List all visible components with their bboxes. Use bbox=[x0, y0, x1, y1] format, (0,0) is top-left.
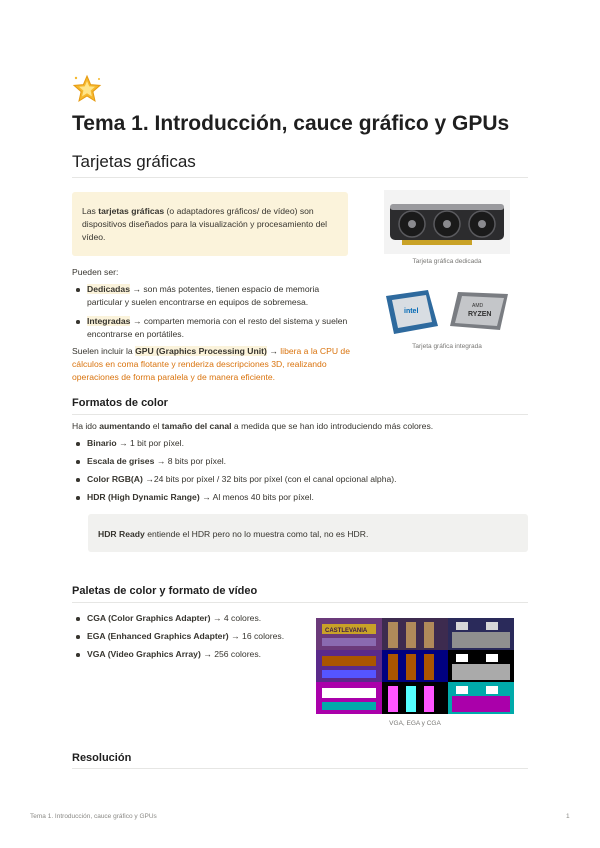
heading-divider bbox=[72, 414, 528, 415]
intel-logo-text: intel bbox=[404, 308, 419, 315]
list-item: Binario → 1 bit por píxel. bbox=[72, 437, 528, 450]
section-heading: Tarjetas gráficas bbox=[72, 152, 196, 171]
palette-comparison-image bbox=[316, 618, 514, 714]
color-formats-heading: Formatos de color bbox=[72, 397, 168, 409]
gpu-types-list bbox=[72, 283, 348, 341]
list-item: VGA (Video Graphics Array) → 256 colores. bbox=[72, 648, 312, 661]
dedicated-gpu-image bbox=[384, 190, 510, 254]
list-item: CGA (Color Graphics Adapter) → 4 colores. bbox=[72, 612, 312, 625]
integrated-gpu-caption: Tarjeta gráfica integrada bbox=[412, 343, 482, 350]
footer-title: Tema 1. Introducción, cauce gráfico y GPUs bbox=[30, 813, 157, 820]
game-screens-icon bbox=[316, 618, 514, 714]
ryzen-logo-text: RYZEN bbox=[468, 311, 492, 318]
cpu-chips-icon bbox=[376, 286, 518, 338]
list-item: HDR (High Dynamic Range) → Al menos 40 bits por píxel. bbox=[72, 491, 528, 504]
heading-divider bbox=[72, 177, 528, 178]
amd-logo-text: AMD bbox=[472, 303, 484, 309]
list-item: Integradas → comparten memoria con el resto del sistema y suelen encontrarse en portátiles. bbox=[72, 315, 348, 341]
heading-divider bbox=[72, 768, 528, 769]
palettes-caption: VGA, EGA y CGA bbox=[389, 720, 441, 727]
list-item: Color RGB(A) →24 bits por píxel / 32 bits por píxel (con el canal opcional alpha). bbox=[72, 473, 528, 486]
palettes-list bbox=[72, 612, 312, 661]
heading-divider bbox=[72, 602, 528, 603]
gpu-paragraph: Suelen incluir la GPU (Graphics Processing Unit) → libera a la CPU de cálculos en coma flotante y renderiza descripciones 3D, realizando operaciones de forma paralela y de manera eficiente. bbox=[72, 346, 350, 382]
dedicated-gpu-caption: Tarjeta gráfica dedicada bbox=[412, 258, 482, 265]
color-formats-list bbox=[72, 437, 528, 504]
resolution-heading: Resolución bbox=[72, 752, 132, 764]
color-formats-intro: Ha ido aumentando el tamaño del canal a medida que se han ido introduciendo más colores. bbox=[72, 421, 434, 431]
intro-callout: Las tarjetas gráficas (o adaptadores gráficos/ de vídeo) son dispositivos diseñados para la visualización y procesamiento del vídeo. bbox=[72, 192, 348, 256]
graphics-card-icon bbox=[384, 190, 510, 254]
integrated-gpu-image bbox=[376, 286, 518, 338]
palettes-heading: Paletas de color y formato de vídeo bbox=[72, 585, 258, 597]
page-number: 1 bbox=[566, 813, 570, 820]
game-logo-text: CASTLEVANIA bbox=[325, 628, 368, 634]
hdr-note-callout: HDR Ready entiende el HDR pero no lo muestra como tal, no es HDR. bbox=[88, 514, 528, 552]
list-item: Dedicadas → son más potentes, tienen espacio de memoria particular y suelen encontrarse en equipos de sobremesa. bbox=[72, 283, 348, 309]
page-title: Tema 1. Introducción, cauce gráfico y GPUs bbox=[72, 112, 510, 135]
types-lead: Pueden ser: bbox=[72, 267, 119, 277]
list-item: EGA (Enhanced Graphics Adapter) → 16 colores. bbox=[72, 630, 312, 643]
glowing-star-icon bbox=[72, 74, 102, 104]
list-item: Escala de grises → 8 bits por píxel. bbox=[72, 455, 528, 468]
